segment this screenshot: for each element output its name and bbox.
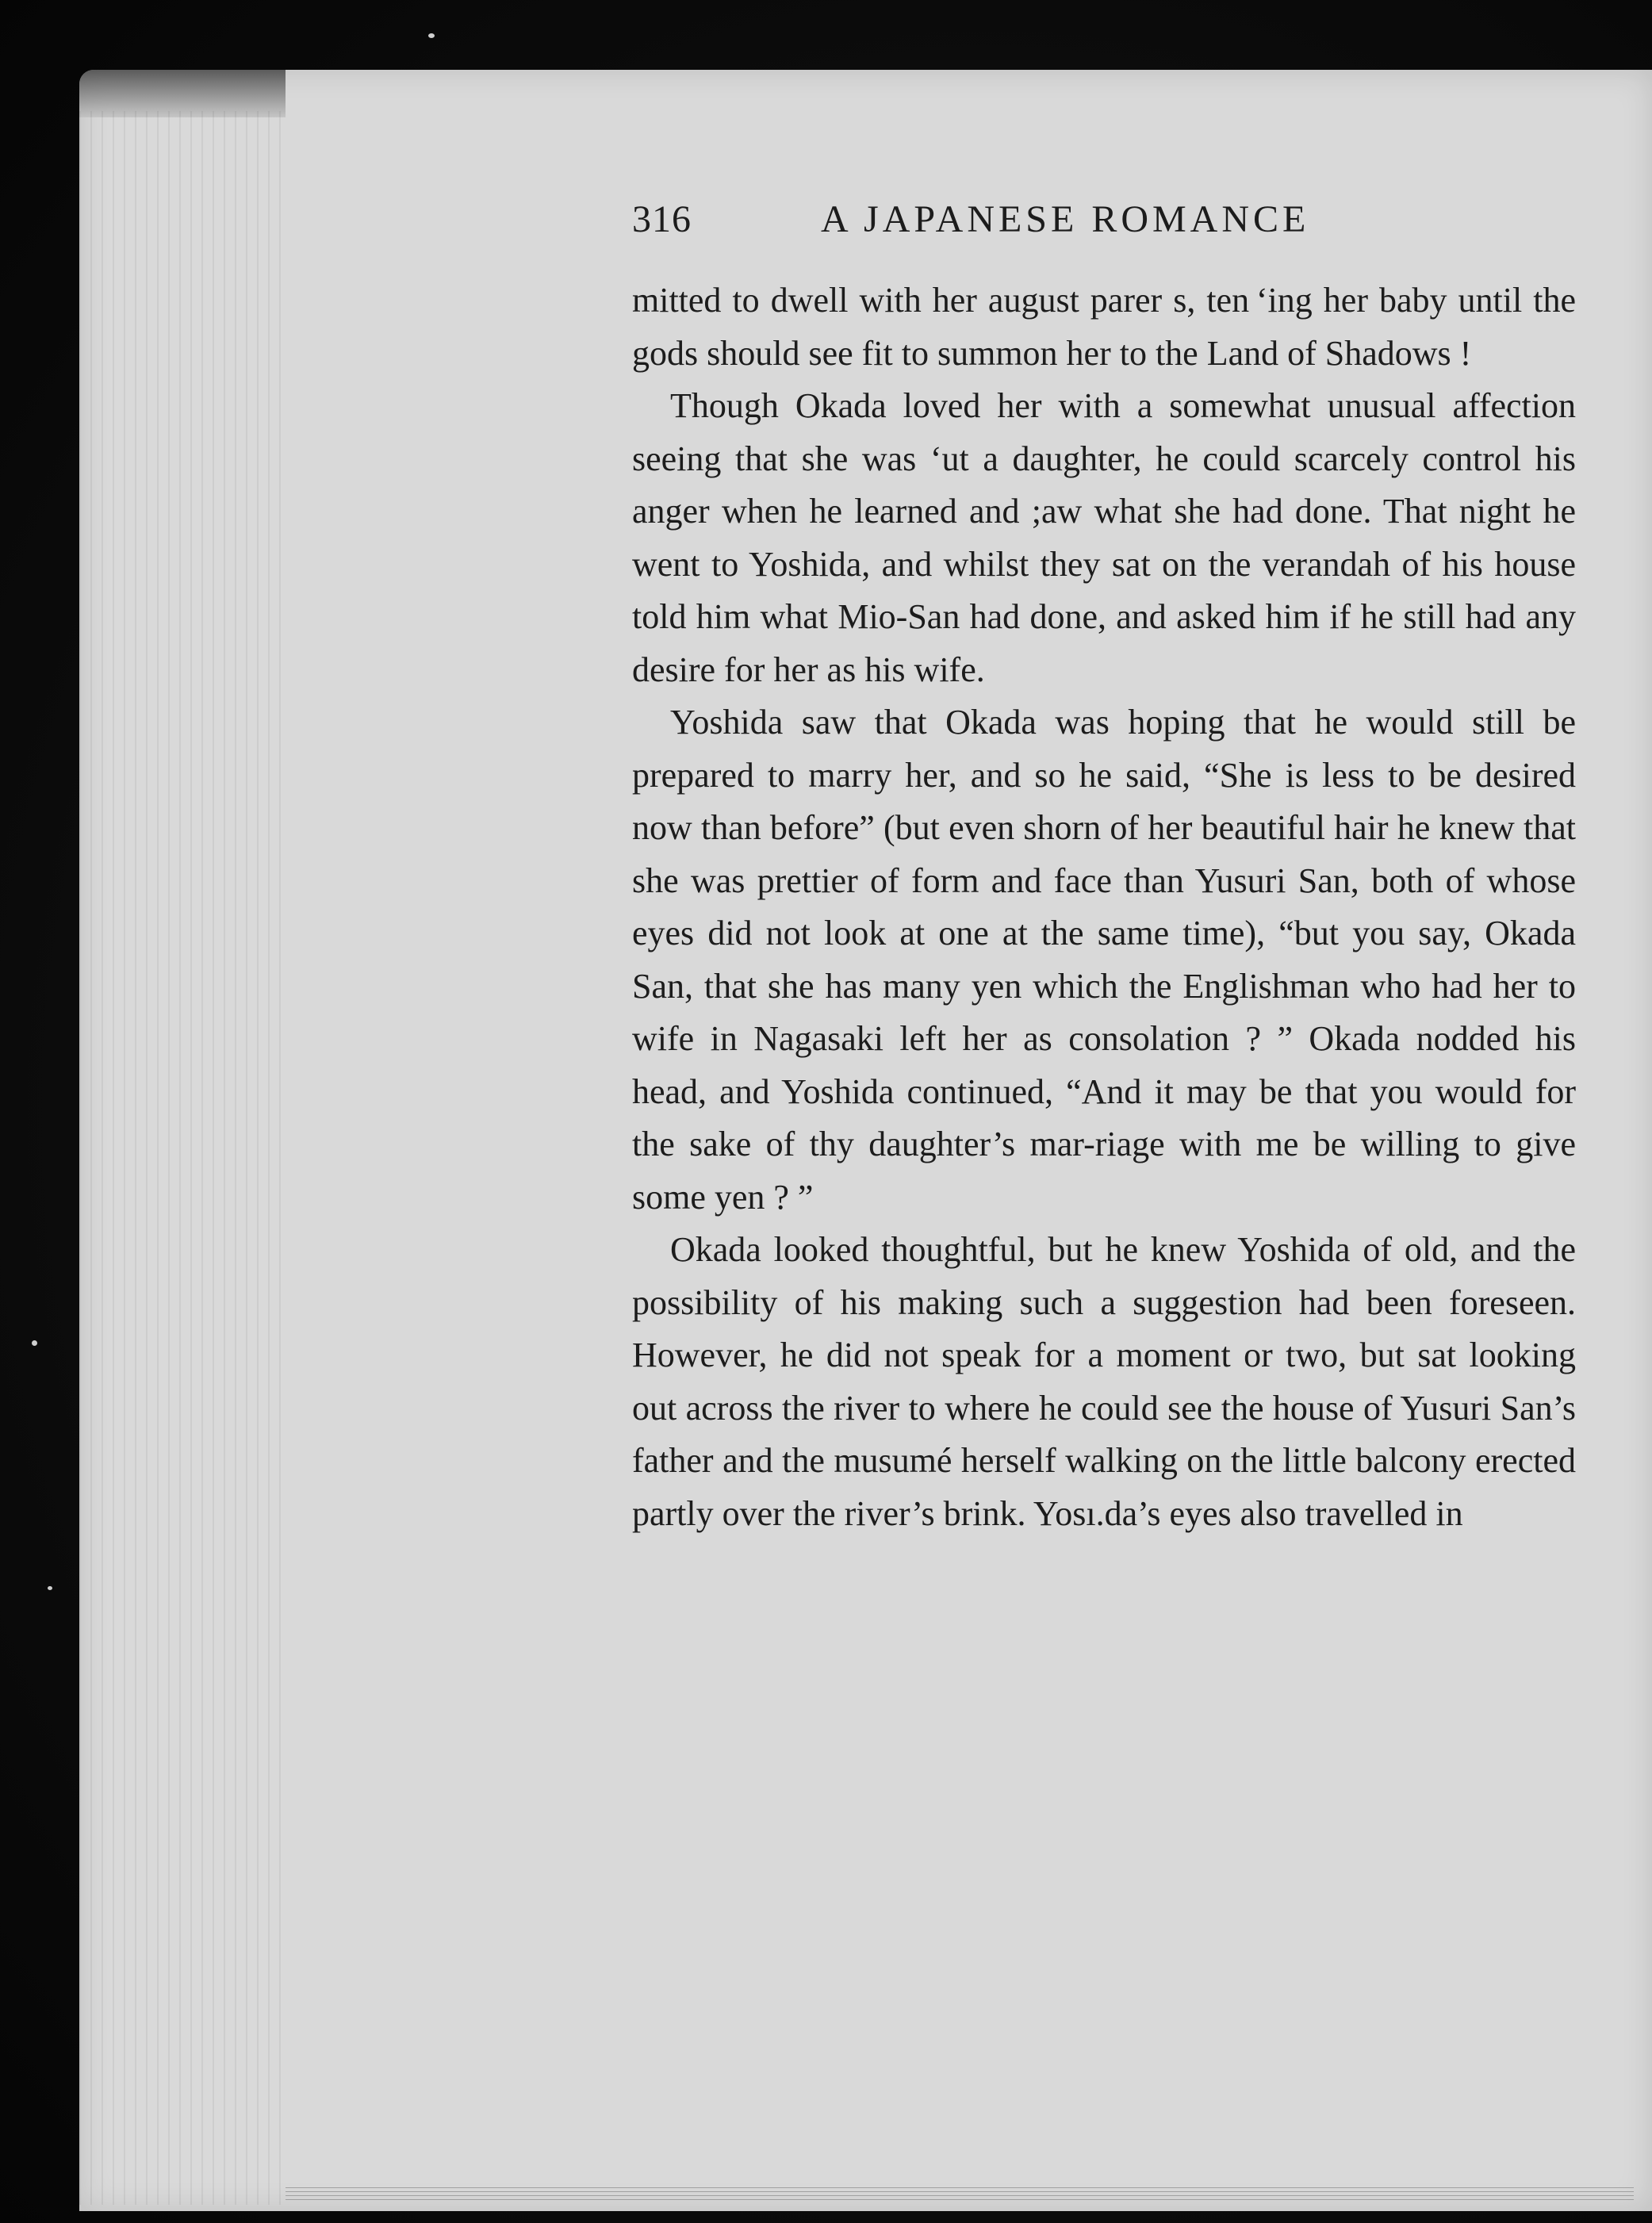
paragraph: mitted to dwell with her august parer s, ten ‘ing her baby until the gods should see fit to summon her to the Land of Shadows ! [632,281,1576,373]
body-text [632,274,1576,1540]
page-stack-bottom-edge [286,2187,1634,2203]
page-stack-top-edge [79,70,286,117]
running-header [632,192,1576,247]
paragraph: Okada looked thoughtful, but he knew Yoshida of old, and the possibility of his making such a suggestion had been foreseen. However, he did not speak for a moment or two, but sat looking out across the river to where he could see the house of Yusuri San’s father and the musumé herself walking on the little balcony erected partly over the river’s brink. Yosı.da’s eyes also travelled in [632,1230,1576,1533]
page-stack-left-edge [79,111,286,2205]
paragraph: Though Okada loved her with a somewhat unusual affection seeing that she was ‘ut a daughter, he could scarcely control his anger when he learned and ;aw what she had done. That night he went to Yoshida, and whilst they sat on the verandah of his house told him what Mio-San had done, and asked him if he still had any desire for her as his wife. [632,386,1576,689]
running-title: A JAPANESE ROMANCE [821,198,1310,240]
scan-speck [32,1340,37,1346]
page-number: 316 [632,198,692,240]
paragraph: Yoshida saw that Okada was hoping that he would still be prepared to marry her, and so he said, “She is less to be desired now than before” (but even shorn of her beautiful hair he knew that she was prettier of form and face than Yusuri San, both of whose eyes did not look at one at the same time), “but you say, Okada San, that she has many yen which the Englishman who had her to wife in Nagasaki left her as consolation ? ” Okada nodded his head, and Yoshida continued, “And it may be that you would for the sake of thy daughter’s mar-riage with me be willing to give some yen ? ” [632,703,1576,1217]
scan-speck [428,33,435,38]
scan-speck [48,1586,52,1590]
